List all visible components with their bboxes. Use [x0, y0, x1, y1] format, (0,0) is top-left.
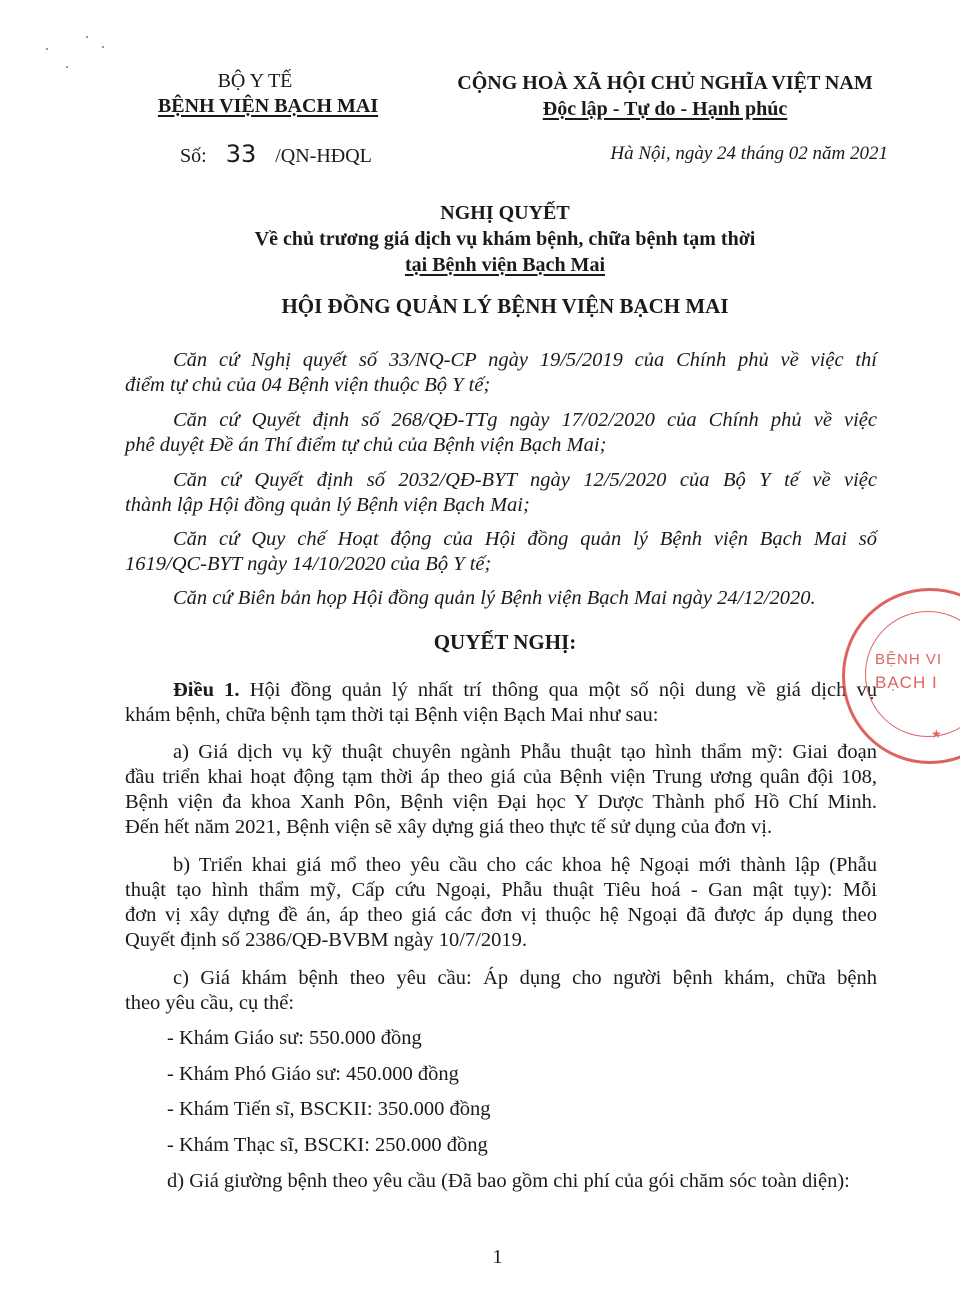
scan-speck — [86, 36, 88, 38]
place-date: Hà Nội, ngày 24 tháng 02 năm 2021 — [610, 143, 888, 164]
issuer-heading: HỘI ĐỒNG QUẢN LÝ BỆNH VIỆN BẠCH MAI — [281, 294, 729, 318]
fee-associate-professor: - Khám Phó Giáo sư: 450.000 đồng — [167, 1063, 459, 1085]
item-a-line1: a) Giá dịch vụ kỹ thuật chuyên ngành Phẫu thuật tạo hình thẩm mỹ: Giai đoạn — [173, 741, 877, 763]
seal-star-icon: ★ — [931, 727, 943, 741]
basis-3-line1: Căn cứ Quyết định số 2032/QĐ-BYT ngày 12/5/2020 của Bộ Y tế về việc — [173, 469, 877, 491]
republic-name: CỘNG HOÀ XÃ HỘI CHỦ NGHĨA VIỆT NAM — [457, 72, 873, 94]
seal-text-line2: BẠCH I — [875, 673, 938, 692]
fee-doctor: - Khám Tiến sĩ, BSCKII: 350.000 đồng — [167, 1098, 491, 1120]
document-subject-line1: Về chủ trương giá dịch vụ khám bệnh, chữa bệnh tạm thời — [254, 228, 756, 250]
basis-2-line2: phê duyệt Đề án Thí điểm tự chủ của Bệnh viện Bạch Mai; — [125, 434, 607, 456]
basis-2-line1: Căn cứ Quyết định số 268/QĐ-TTg ngày 17/02/2020 của Chính phủ về việc — [173, 409, 877, 431]
document-number — [180, 140, 372, 168]
item-b-line3: đơn vị xây dựng đề án, áp theo giá các đơn vị thuộc hệ Ngoại đã được áp dụng theo — [125, 904, 877, 926]
scan-speck — [66, 66, 68, 68]
item-b — [125, 853, 877, 953]
number-value: 33 — [225, 140, 257, 168]
item-c — [125, 966, 877, 1016]
article-1-intro — [125, 678, 877, 728]
item-a — [125, 740, 877, 840]
subject-line2-text: tại Bệnh viện Bạch Mai — [404, 254, 605, 276]
hospital-seal — [842, 588, 960, 764]
basis-3 — [125, 468, 877, 518]
item-a-line3: Bệnh viện đa khoa Xanh Pôn, Bệnh viện Đại học Y Dược Thành phố Hồ Chí Minh. — [125, 791, 877, 813]
basis-1-line1: Căn cứ Nghị quyết số 33/NQ-CP ngày 19/5/2019 của Chính phủ về việc thí — [173, 349, 877, 371]
basis-5: Căn cứ Biên bản họp Hội đồng quản lý Bệnh viện Bạch Mai ngày 24/12/2020. — [173, 587, 816, 609]
item-a-line4: Đến hết năm 2021, Bệnh viện sẽ xây dựng giá theo thực tế sử dụng của đơn vị. — [125, 816, 773, 838]
scan-speck — [46, 48, 48, 50]
basis-2 — [125, 408, 877, 458]
basis-1-line2: điểm tự chủ của 04 Bệnh viện thuộc Bộ Y tế; — [125, 374, 491, 396]
document-subject-line2 — [0, 254, 960, 277]
basis-3-line2: thành lập Hội đồng quản lý Bệnh viện Bạch Mai; — [125, 494, 530, 516]
fee-professor: - Khám Giáo sư: 550.000 đồng — [167, 1027, 422, 1049]
item-b-line4: Quyết định số 2386/QĐ-BVBM ngày 10/7/2019. — [125, 929, 528, 951]
item-b-line2: thuật tạo hình thẩm mỹ, Cấp cứu Ngoại, Phẫu thuật Tiêu hoá - Gan mật tụy): Mỗi — [125, 879, 877, 901]
hospital-name: BỆNH VIỆN BẠCH MAI — [157, 95, 379, 117]
basis-4-line2: 1619/QC-BYT ngày 14/10/2020 của Bộ Y tế; — [125, 553, 492, 575]
fee-master: - Khám Thạc sĩ, BSCKI: 250.000 đồng — [167, 1134, 488, 1156]
resolution-heading: QUYẾT NGHỊ: — [433, 630, 577, 654]
article-1-line1 — [125, 678, 877, 703]
number-prefix: Số: — [180, 145, 207, 167]
item-c-line2: theo yêu cầu, cụ thể: — [125, 992, 295, 1014]
ministry-name: BỘ Y TẾ — [217, 70, 293, 92]
item-a-line2: đầu triển khai hoạt động tạm thời áp theo giá của Bệnh viện Trung ương quân đội 108, — [125, 766, 877, 788]
scan-speck — [102, 46, 104, 48]
article-1-line2: khám bệnh, chữa bệnh tạm thời tại Bệnh viện Bạch Mai như sau: — [125, 704, 659, 726]
article-1-intro-text: Hội đồng quản lý nhất trí thông qua một số nội dung về giá dịch vụ — [249, 679, 878, 701]
seal-text-line1: BỆNH VI — [875, 651, 943, 668]
basis-4-line1: Căn cứ Quy chế Hoạt động của Hội đồng quản lý Bệnh viện Bạch Mai số — [173, 528, 877, 550]
national-motto — [430, 98, 900, 121]
item-d: d) Giá giường bệnh theo yêu cầu (Đã bao gồm chi phí của gói chăm sóc toàn diện): — [167, 1170, 850, 1192]
document-type: NGHỊ QUYẾT — [440, 202, 570, 224]
page-number: 1 — [492, 1246, 503, 1268]
article-1-label: Điều 1. — [173, 679, 240, 701]
item-c-line1: c) Giá khám bệnh theo yêu cầu: Áp dụng cho người bệnh khám, chữa bệnh — [173, 967, 877, 989]
motto-text: Độc lập - Tự do - Hạnh phúc — [542, 98, 788, 120]
number-suffix: /QN-HĐQL — [275, 145, 372, 167]
basis-1 — [125, 348, 877, 398]
item-b-line1: b) Triển khai giá mổ theo yêu cầu cho các khoa hệ Ngoại mới thành lập (Phẫu — [173, 854, 877, 876]
basis-4 — [125, 527, 877, 577]
